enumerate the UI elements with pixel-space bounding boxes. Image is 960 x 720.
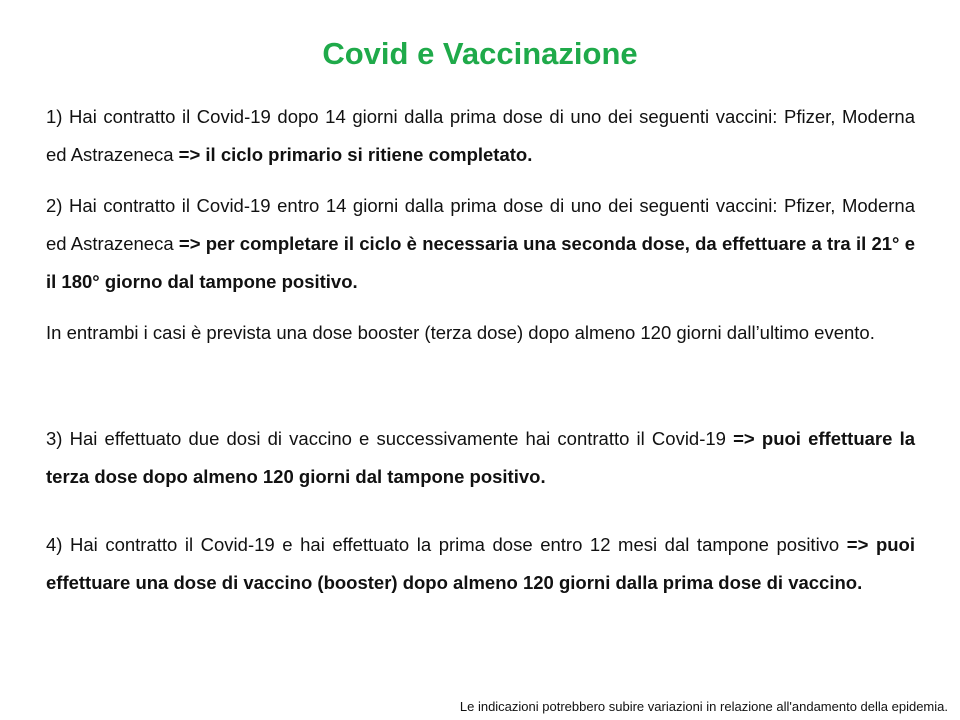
item-4-bold: puoi effettuare una dose di vaccino (booster) dopo almeno 120 giorni dalla prima dose di vaccino. [46, 534, 915, 593]
item-1-text: 1) Hai contratto il Covid-19 dopo 14 giorni dalla prima dose di uno dei seguenti vaccini: Pfizer, Moderna ed Astrazeneca [46, 106, 915, 165]
item-3-bold: puoi effettuare la terza dose dopo almeno 120 giorni dal tampone positivo. [46, 428, 915, 487]
item-3 [46, 420, 915, 496]
item-1-bold: il ciclo primario si ritiene completato. [205, 144, 533, 165]
item-4-arrow: => [839, 534, 876, 555]
item-2-bold: per completare il ciclo è necessaria una seconda dose, da effettuare a tra il 21° e il 180° giorno dal tampone positivo. [46, 233, 915, 292]
item-3-text: 3) Hai effettuato due dosi di vaccino e successivamente hai contratto il Covid-19 [46, 428, 726, 449]
item-2-text: 2) Hai contratto il Covid-19 entro 14 giorni dalla prima dose di uno dei seguenti vaccini: Pfizer, Moderna ed Astrazeneca [46, 195, 915, 254]
item-2 [46, 187, 915, 301]
item-1 [46, 98, 915, 174]
item-1-arrow: => [173, 144, 206, 165]
page-title: Covid e Vaccinazione [322, 36, 638, 71]
footnote: Le indicazioni potrebbero subire variazioni in relazione all'andamento della epidemia. [459, 699, 948, 714]
item-4 [46, 526, 915, 602]
item-3-arrow: => [725, 428, 762, 449]
item-4-text: 4) Hai contratto il Covid-19 e hai effettuato la prima dose entro 12 mesi dal tampone positivo [46, 534, 840, 555]
note-booster [46, 314, 915, 352]
note-booster-text: In entrambi i casi è prevista una dose booster (terza dose) dopo almeno 120 giorni dall’ultimo evento. [46, 322, 875, 343]
item-2-arrow: => [173, 233, 206, 254]
